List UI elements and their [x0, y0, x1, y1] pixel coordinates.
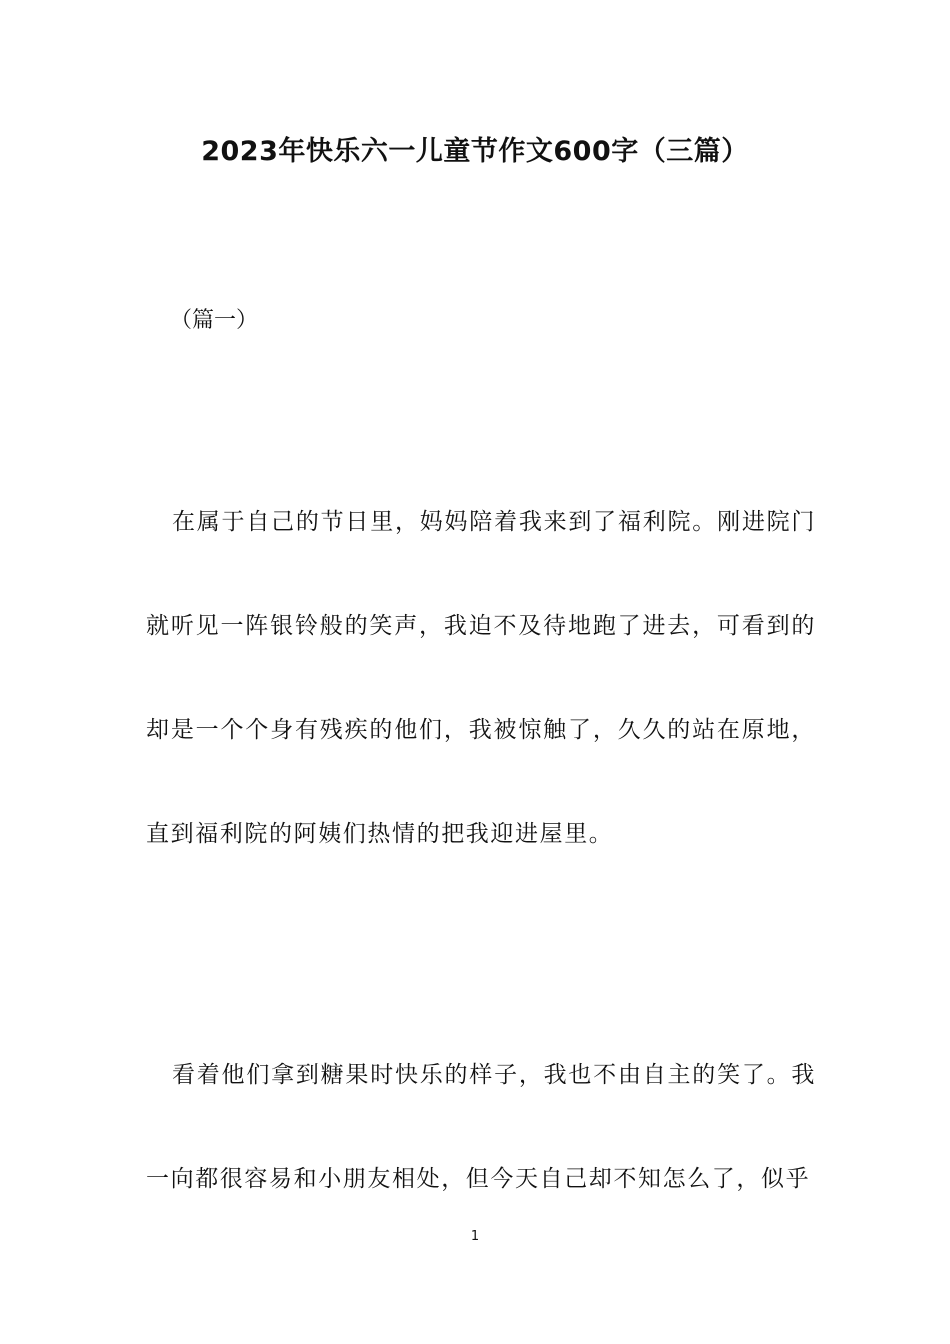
page-number: 1 [470, 1229, 480, 1244]
section-label: （篇一） [170, 308, 259, 333]
document-title: 2023年快乐六一儿童节作文600字（三篇） [201, 136, 749, 167]
paragraph-1: 在属于自己的节日里，妈妈陪着我来到了福利院。刚进院门就听见一阵银铃般的笑声，我迫不及待地跑了进去，可看到的却是一个个身有残疾的他们，我被惊触了，久久的站在原地，直到福利院的阿姨们热情的把我迎进屋里。 [146, 509, 816, 847]
paragraph-2: 看着他们拿到糖果时快乐的样子，我也不由自主的笑了。我一向都很容易和小朋友相处，但今天自己却不知怎么了，似乎 [146, 1062, 816, 1192]
